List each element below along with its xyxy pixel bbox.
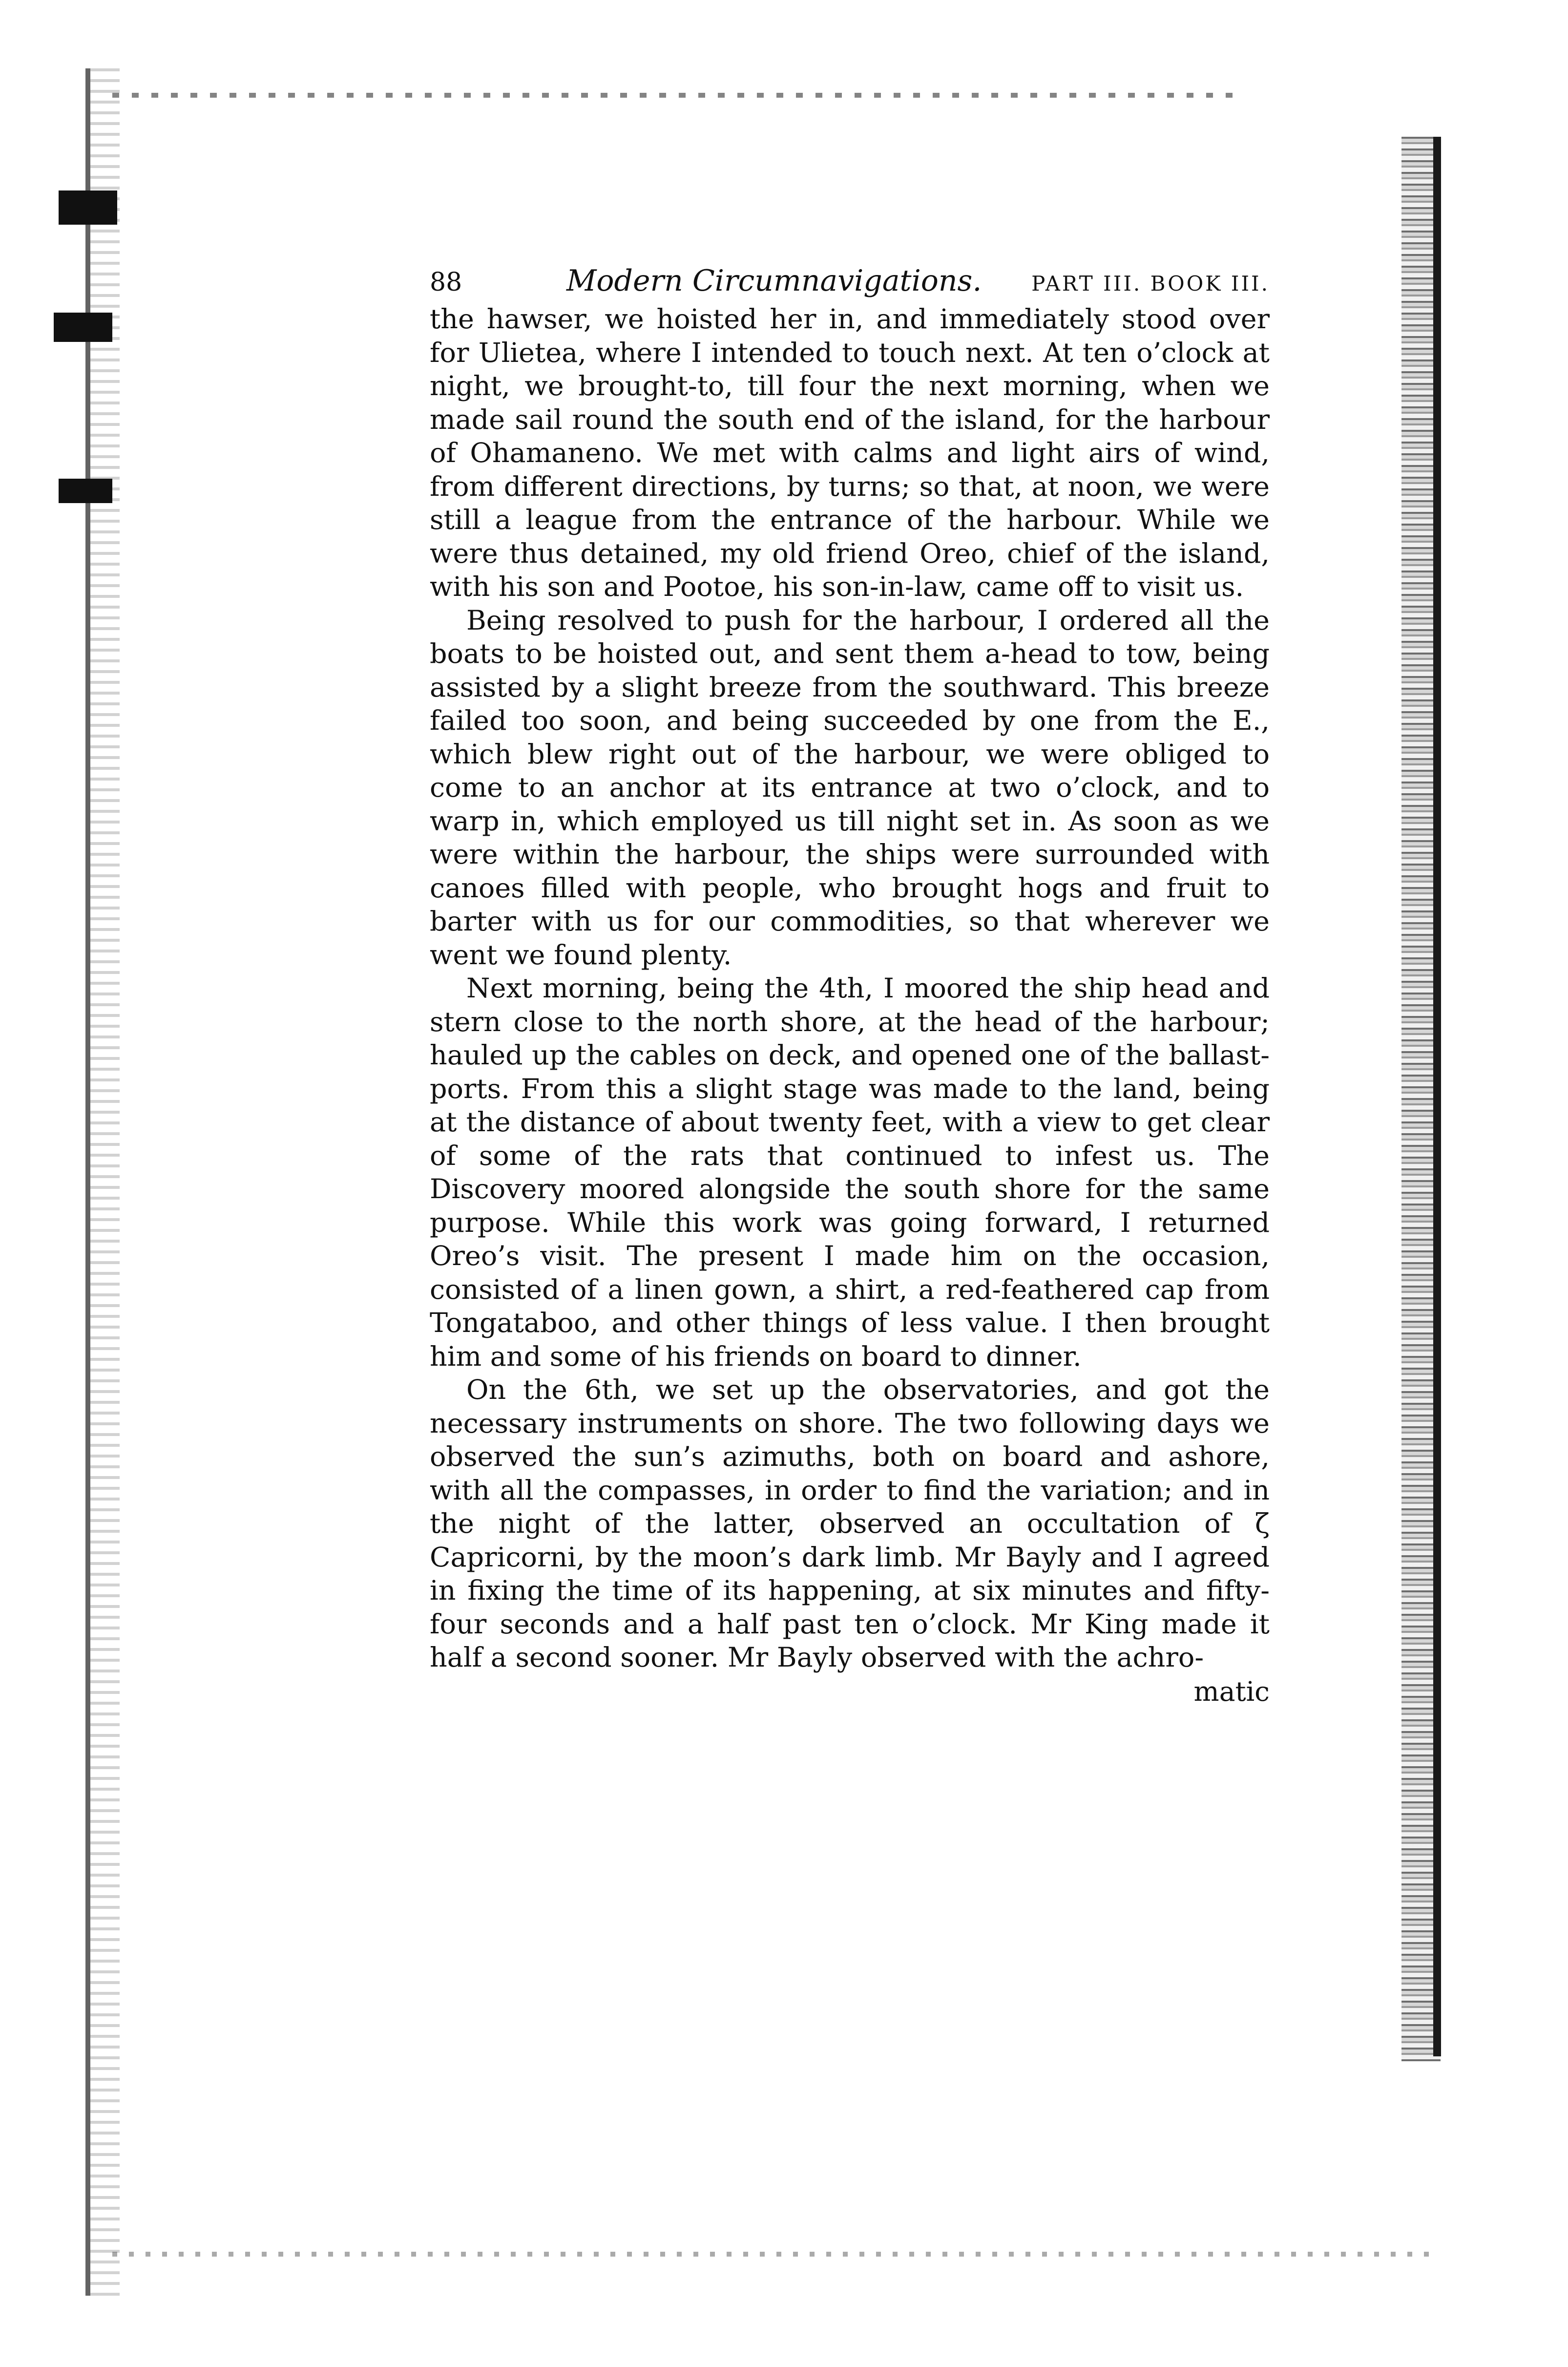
scan-top-edge	[112, 93, 1235, 98]
paragraph: On the 6th, we set up the observatories, and got the necessary instruments on shore. The two following days we observed the sun’s azimuths, both on board and ashore, with all the compasses, in order to find the variation; and in the night of the latter, observed an occultation of ζ Capricorni, by the moon’s dark limb. Mr Bayly and I agreed in fixing the time of its happening, at six minutes and fifty-four seconds and a half past ten o’clock. Mr King made it half a second sooner. Mr Bayly observed with the achro-	[430, 1374, 1270, 1673]
scan-left-mark	[59, 479, 112, 503]
book-page	[430, 264, 1270, 1708]
catchword: matic	[1193, 1675, 1270, 1707]
running-title: Modern Circumnavigations.	[566, 264, 982, 298]
scan-bottom-edge	[112, 2252, 1441, 2257]
scan-left-mark	[59, 190, 117, 225]
page-number: 88	[430, 268, 462, 297]
scan-right-bar	[1433, 137, 1441, 2056]
paragraph: Next morning, being the 4th, I moored the ship head and stern close to the north shore, at the head of the harbour; hauled up the cables on deck, and opened one of the ballast-ports. From this a slight stage was made to the land, being at the distance of about twenty feet, with a view to get clear of some of the rats that continued to infest us. The Discovery moored alongside the south shore for the same purpose. While this work was going forward, I returned Oreo’s visit. The present I made him on the occasion, consisted of a linen gown, a shirt, a red-feathered cap from Tongataboo, and other things of less value. I then brought him and some of his friends on board to dinner.	[430, 972, 1270, 1373]
paragraph: Being resolved to push for the harbour, I ordered all the boats to be hoisted out, and sent them a-head to tow, being assisted by a slight breeze from the southward. This breeze failed too soon, and being succeeded by one from the E., which blew right out of the harbour, we were obliged to come to an anchor at its entrance at two o’clock, and to warp in, which employed us till night set in. As soon as we were within the harbour, the ships were surrounded with canoes filled with people, who brought hogs and fruit to barter with us for our commodities, so that wherever we went we found plenty.	[430, 604, 1270, 971]
scan-left-mark	[54, 313, 112, 342]
running-header	[430, 264, 1270, 303]
part-book-label: PART III. BOOK III.	[1031, 272, 1270, 296]
body-text	[430, 303, 1270, 1675]
paragraph: the hawser, we hoisted her in, and immediately stood over for Ulietea, where I intended to touch next. At ten o’clock at night, we brought-to, till four the next morning, when we made sail round the south end of the island, for the harbour of Ohamaneno. We met with calms and light airs of wind, from different directions, by turns; so that, at noon, we were still a league from the entrance of the harbour. While we were thus detained, my old friend Oreo, chief of the island, with his son and Pootoe, his son-in-law, came off to visit us.	[430, 303, 1270, 603]
scan-left-edge	[85, 68, 120, 2296]
